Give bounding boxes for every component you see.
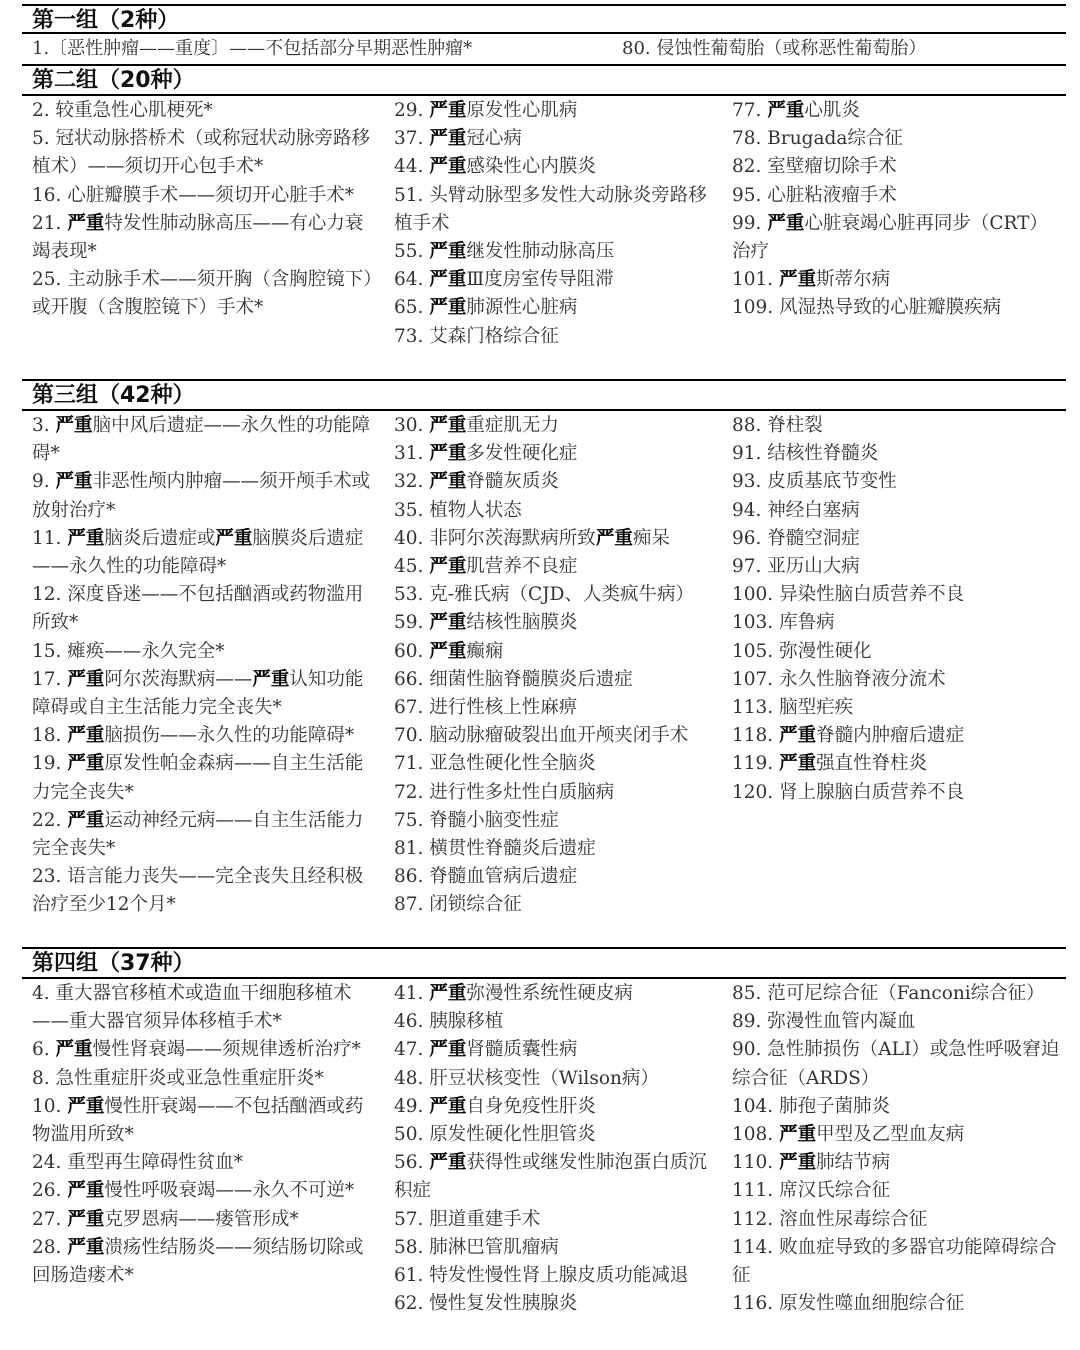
list-item: 21. 严重特发性肺动脉高压——有心力衰竭表现* (32, 212, 364, 263)
list-item: 56. 严重获得性或继发性肺泡蛋白质沉积症 (394, 1152, 707, 1202)
group-3-column-3 (732, 412, 1062, 947)
disease-list-page (22, 4, 1066, 1350)
list-item: 80. 侵蚀性葡萄胎（或称恶性葡萄胎） (622, 38, 927, 59)
list-item: 8. 急性重症肝炎或亚急性重症肝炎* (32, 1067, 324, 1089)
group-4-column-2 (394, 980, 724, 1350)
list-item: 44. 严重感染性心内膜炎 (394, 156, 596, 178)
list-item: 49. 严重自身免疫性肝炎 (394, 1095, 596, 1117)
list-item: 105. 弥漫性硬化 (732, 640, 872, 662)
list-item: 61. 特发性慢性肾上腺皮质功能减退 (394, 1265, 689, 1287)
list-item: 72. 进行性多灶性白质脑病 (394, 781, 615, 803)
list-item: 2. 较重急性心肌梗死* (32, 100, 213, 121)
group-2-column-3 (732, 97, 1062, 379)
list-item: 28. 严重溃疡性结肠炎——须结肠切除或回肠造瘘术* (32, 1236, 364, 1287)
list-item: 109. 风湿热导致的心脏瓣膜疾病 (732, 297, 1002, 319)
list-item: 37. 严重冠心病 (394, 128, 522, 150)
list-item: 114. 败血症导致的多器官功能障碍综合征 (732, 1236, 1057, 1287)
list-item: 55. 严重继发性肺动脉高压 (394, 241, 615, 263)
list-item: 41. 严重弥漫性系统性硬皮病 (394, 983, 633, 1004)
list-item: 81. 横贯性脊髓炎后遗症 (394, 838, 596, 860)
list-item: 58. 肺淋巴管肌瘤病 (394, 1236, 559, 1258)
list-item: 46. 胰腺移植 (394, 1011, 504, 1033)
list-item: 48. 肝豆状核变性（Wilson病） (394, 1067, 659, 1089)
list-item: 116. 原发性噬血细胞综合征 (732, 1293, 965, 1315)
list-item: 65. 严重肺源性心脏病 (394, 297, 578, 319)
list-item: 12. 深度昏迷——不包括酗酒或药物滥用所致* (32, 584, 364, 634)
list-item: 24. 重型再生障碍性贫血* (32, 1152, 244, 1174)
list-item: 17. 严重阿尔茨海默病——严重认知功能障碍或自主生活能力完全丧失* (32, 668, 364, 719)
list-item: 5. 冠状动脉搭桥术（或称冠状动脉旁路移植术）——须切开心包手术* (32, 128, 371, 178)
list-item: 107. 永久性脑脊液分流术 (732, 668, 946, 690)
list-item: 30. 严重重症肌无力 (394, 415, 559, 436)
list-item: 89. 弥漫性血管内凝血 (732, 1011, 916, 1033)
group-2-grid (22, 96, 1066, 381)
group-1-row (22, 34, 1066, 66)
list-item: 23. 语言能力丧失——完全丧失且经积极治疗至少12个月* (32, 866, 364, 916)
list-item: 3. 严重脑中风后遗症——永久性的功能障碍* (32, 415, 371, 465)
list-item: 103. 库鲁病 (732, 612, 835, 634)
list-item: 112. 溶血性尿毒综合征 (732, 1208, 928, 1230)
list-item: 97. 亚历山大病 (732, 556, 860, 578)
list-item: 25. 主动脉手术——须开胸（含胸腔镜下）或开腹（含腹腔镜下）手术* (32, 269, 373, 319)
list-item: 75. 脊髓小脑变性症 (394, 809, 559, 831)
group-2-column-2 (394, 97, 724, 379)
list-item: 11. 严重脑炎后遗症或严重脑膜炎后遗症——永久性的功能障碍* (32, 527, 364, 578)
list-item: 113. 脑型疟疾 (732, 697, 854, 719)
group-3-title: 第三组（42种） (22, 381, 1066, 411)
list-item: 85. 范可尼综合征（Fanconi综合征） (732, 983, 1045, 1004)
list-item: 59. 严重结核性脑膜炎 (394, 612, 578, 634)
list-item: 57. 胆道重建手术 (394, 1208, 541, 1230)
list-item: 53. 克-雅氏病（CJD、人类疯牛病） (394, 584, 694, 606)
list-item: 87. 闭锁综合征 (394, 894, 522, 916)
list-item: 100. 异染性脑白质营养不良 (732, 584, 965, 606)
group-3-column-2 (394, 412, 724, 947)
list-item: 73. 艾森门格综合征 (394, 325, 559, 347)
list-item: 67. 进行性核上性麻痹 (394, 697, 578, 719)
list-item: 22. 严重运动神经元病——自主生活能力完全丧失* (32, 809, 364, 860)
list-item: 90. 急性肺损伤（ALI）或急性呼吸窘迫综合征（ARDS） (732, 1039, 1060, 1089)
list-item: 27. 严重克罗恩病——瘘管形成* (32, 1208, 299, 1230)
list-item: 40. 非阿尔茨海默病所致严重痴呆 (394, 527, 670, 549)
list-item: 31. 严重多发性硬化症 (394, 443, 578, 465)
list-item: 4. 重大器官移植术或造血干细胞移植术——重大器官须异体移植手术* (32, 983, 352, 1033)
list-item: 101. 严重斯蒂尔病 (732, 269, 891, 291)
list-item: 64. 严重Ⅲ度房室传导阻滞 (394, 269, 614, 291)
list-item: 16. 心脏瓣膜手术——须切开心脏手术* (32, 184, 355, 206)
group-2-title: 第二组（20种） (22, 66, 1066, 96)
list-item: 110. 严重肺结节病 (732, 1152, 891, 1174)
list-item: 6. 严重慢性肾衰竭——须规律透析治疗* (32, 1039, 361, 1061)
list-item: 78. Brugada综合征 (732, 128, 903, 150)
list-item: 95. 心脏粘液瘤手术 (732, 184, 897, 206)
list-item: 70. 脑动脉瘤破裂出血开颅夹闭手术 (394, 725, 689, 747)
list-item: 45. 严重肌营养不良症 (394, 556, 578, 578)
group-4-title: 第四组（37种） (22, 949, 1066, 979)
list-item: 82. 室壁瘤切除手术 (732, 156, 897, 178)
list-item: 1.〔恶性肿瘤——重度〕——不包括部分早期恶性肿瘤* (32, 38, 473, 59)
list-item: 93. 皮质基底节变性 (732, 471, 897, 493)
list-item: 119. 严重强直性脊柱炎 (732, 753, 928, 775)
group-1-title: 第一组（2种） (22, 4, 1066, 34)
list-item: 62. 慢性复发性胰腺炎 (394, 1293, 578, 1315)
list-item: 88. 脊柱裂 (732, 415, 823, 436)
list-item: 91. 结核性脊髓炎 (732, 443, 879, 465)
list-item: 120. 肾上腺脑白质营养不良 (732, 781, 965, 803)
list-item: 26. 严重慢性呼吸衰竭——永久不可逆* (32, 1180, 355, 1202)
list-item: 96. 脊髓空洞症 (732, 527, 860, 549)
list-item: 99. 严重心脏衰竭心脏再同步（CRT）治疗 (732, 212, 1048, 263)
list-item: 86. 脊髓血管病后遗症 (394, 866, 578, 888)
list-item: 108. 严重甲型及乙型血友病 (732, 1124, 965, 1146)
group-3-grid (22, 411, 1066, 949)
list-item: 10. 严重慢性肝衰竭——不包括酗酒或药物滥用所致* (32, 1095, 364, 1146)
list-item: 71. 亚急性硬化性全脑炎 (394, 753, 596, 775)
group-4-grid (22, 979, 1066, 1350)
group-4-column-3 (732, 980, 1062, 1350)
list-item: 35. 植物人状态 (394, 499, 522, 521)
list-item: 77. 严重心肌炎 (732, 100, 860, 121)
list-item: 29. 严重原发性心肌病 (394, 100, 578, 121)
list-item: 19. 严重原发性帕金森病——自主生活能力完全丧失* (32, 753, 364, 803)
group-3-column-1 (32, 412, 380, 947)
list-item: 104. 肺孢子菌肺炎 (732, 1095, 891, 1117)
list-item: 50. 原发性硬化性胆管炎 (394, 1124, 596, 1146)
list-item: 51. 头臂动脉型多发性大动脉炎旁路移植手术 (394, 184, 707, 234)
list-item: 94. 神经白塞病 (732, 499, 860, 521)
list-item: 9. 严重非恶性颅内肿瘤——须开颅手术或放射治疗* (32, 471, 371, 521)
list-item: 15. 瘫痪——永久完全* (32, 640, 225, 662)
list-item: 60. 严重癫痫 (394, 640, 504, 662)
list-item: 47. 严重肾髓质囊性病 (394, 1039, 578, 1061)
list-item: 118. 严重脊髓内肿瘤后遗症 (732, 725, 965, 747)
group-4-column-1 (32, 980, 380, 1350)
list-item: 111. 席汉氏综合征 (732, 1180, 891, 1202)
list-item: 32. 严重脊髓灰质炎 (394, 471, 559, 493)
list-item: 18. 严重脑损伤——永久性的功能障碍* (32, 725, 355, 747)
list-item: 66. 细菌性脑脊髓膜炎后遗症 (394, 668, 633, 690)
group-2-column-1 (32, 97, 380, 379)
